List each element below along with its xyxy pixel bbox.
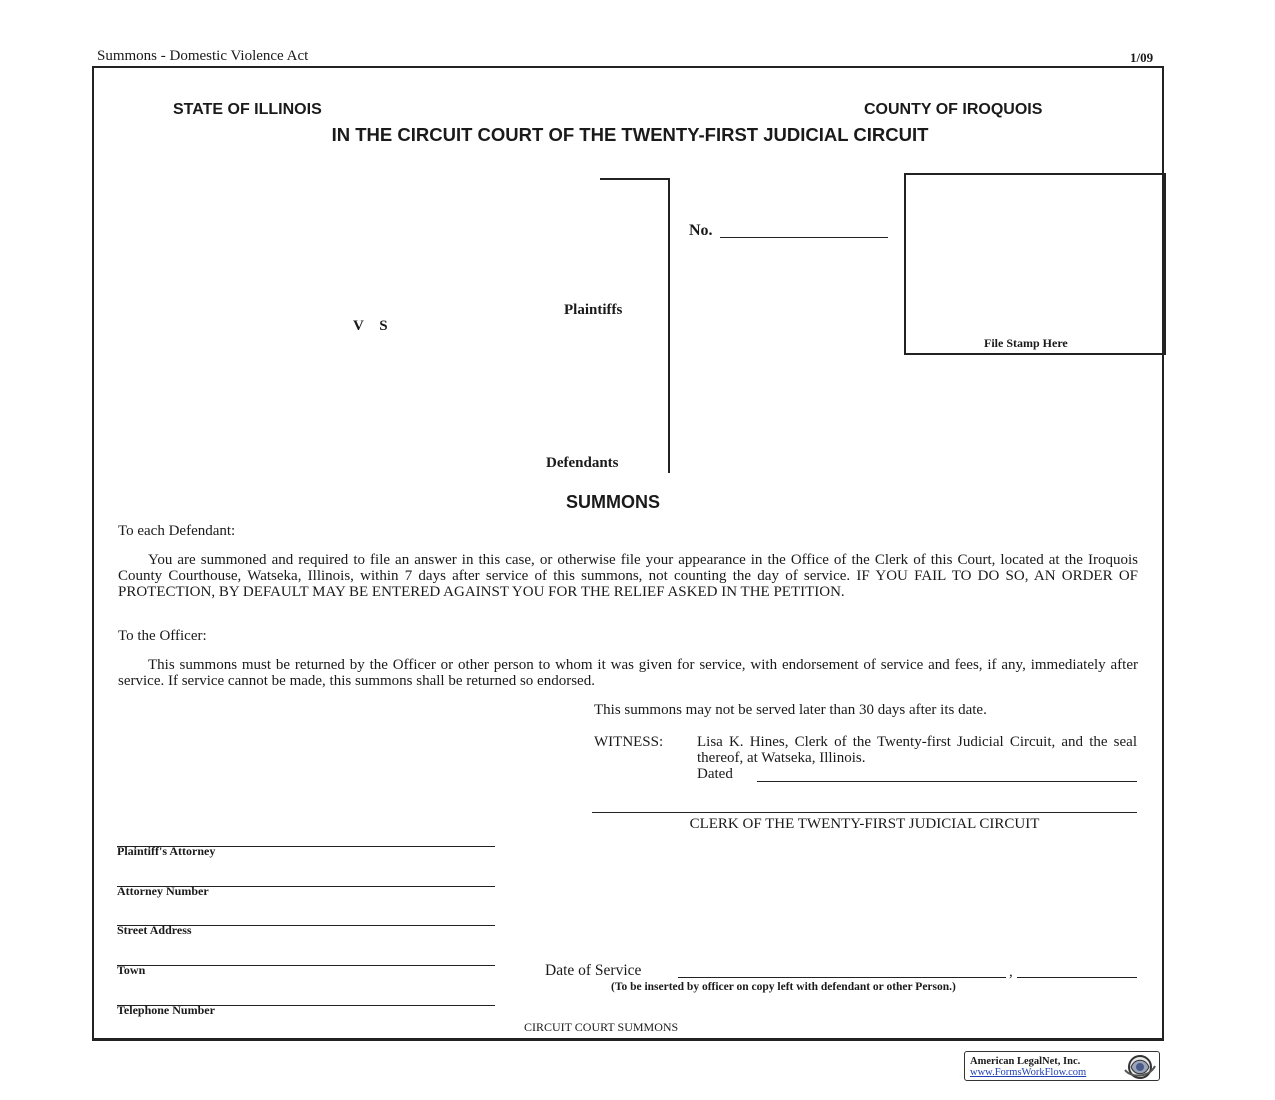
witness-text: Lisa K. Hines, Clerk of the Twenty-first Judicial Circuit, and the seal thereof, at Watseka, Illinois.	[697, 734, 1137, 766]
form-title: Summons - Domestic Violence Act	[97, 48, 309, 64]
file-stamp-label: File Stamp Here	[984, 336, 1068, 350]
date-of-service-label: Date of Service	[545, 962, 642, 979]
county-label: COUNTY OF IROQUOIS	[864, 101, 1043, 118]
officer-paragraph: This summons must be returned by the Officer or other person to whom it was given for service, with endorsement of service and fees, if any, immediately after service. If service cannot be made, this summons shall be returned so endorsed.	[118, 657, 1138, 689]
dated-field[interactable]	[757, 781, 1137, 782]
telephone-number-label: Telephone Number	[117, 1003, 215, 1017]
town-label: Town	[117, 963, 146, 977]
date-of-service-note: (To be inserted by officer on copy left with defendant or other Person.)	[611, 981, 956, 993]
clerk-signature-label: CLERK OF THE TWENTY-FIRST JUDICIAL CIRCUIT	[689, 816, 1040, 832]
date-of-service-year-field[interactable]	[1017, 977, 1137, 978]
date-of-service-comma: ,	[1009, 964, 1013, 980]
to-defendant-heading: To each Defendant:	[118, 523, 236, 539]
service-limit-text: This summons may not be served later than 30 days after its date.	[594, 702, 987, 718]
to-officer-heading: To the Officer:	[118, 628, 207, 644]
case-number-field[interactable]	[720, 237, 888, 238]
street-address-label: Street Address	[117, 923, 192, 937]
party-bracket	[600, 178, 670, 473]
form-revision: 1/09	[1130, 50, 1154, 65]
plaintiffs-label: Plaintiffs	[564, 302, 623, 318]
plaintiffs-attorney-label: Plaintiff's Attorney	[117, 844, 216, 858]
defendants-label: Defendants	[546, 455, 619, 471]
attorney-number-label: Attorney Number	[117, 884, 209, 898]
footer-label: CIRCUIT COURT SUMMONS	[524, 1020, 679, 1034]
state-label: STATE OF ILLINOIS	[173, 101, 322, 118]
file-stamp-box	[904, 173, 1166, 355]
defendant-paragraph: You are summoned and required to file an answer in this case, or otherwise file your appearance in the Office of the Clerk of this Court, located at the Iroquois County Courthouse, Watseka, Illinois, within 7 days after service of this summons, not counting the day of service. IF YOU FAIL TO DO SO, AN ORDER OF PROTECTION, BY DEFAULT MAY BE ENTERED AGAINST YOU FOR THE RELIEF ASKED IN THE PETITION.	[118, 552, 1138, 600]
clerk-signature-field[interactable]	[592, 812, 1137, 813]
witness-label: WITNESS:	[594, 734, 664, 750]
dated-label: Dated	[697, 766, 733, 782]
town-field[interactable]	[117, 965, 495, 966]
globe-icon	[1123, 1054, 1157, 1085]
case-number-label: No.	[689, 222, 713, 239]
branding-url-link[interactable]: www.FormsWorkFlow.com	[970, 1067, 1087, 1078]
branding-company: American LegalNet, Inc.	[970, 1056, 1081, 1067]
date-of-service-field[interactable]	[678, 977, 1006, 978]
versus-label: V S	[353, 318, 394, 334]
summons-title: SUMMONS	[566, 492, 660, 512]
court-title: IN THE CIRCUIT COURT OF THE TWENTY-FIRST JUDICIAL CIRCUIT	[331, 124, 929, 145]
